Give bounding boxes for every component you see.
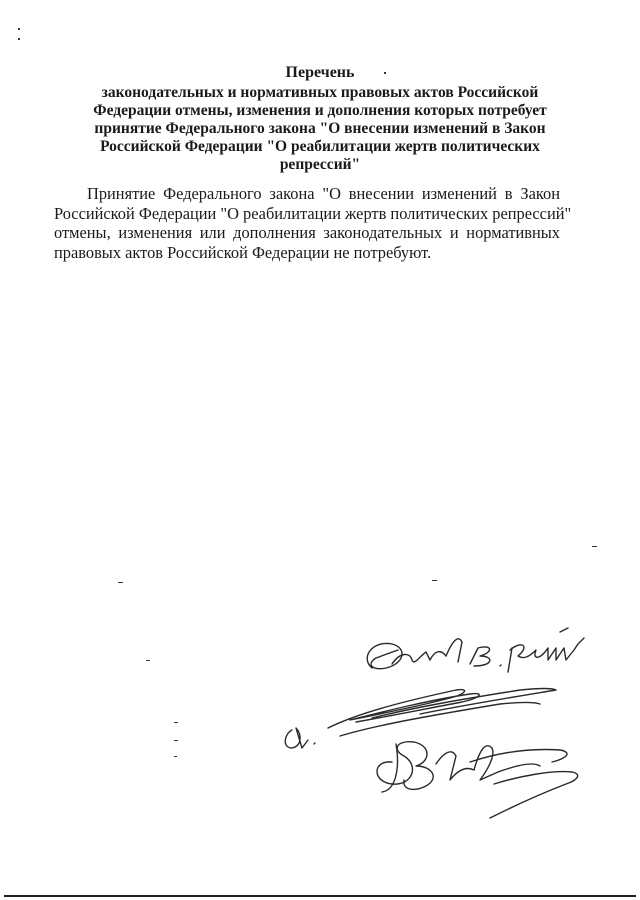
body-line: Принятие Федерального закона "О внесении изменений в Закон <box>87 184 560 203</box>
subtitle-line: репрессий" <box>279 156 361 173</box>
document-title: Перечень <box>285 64 355 81</box>
subtitle-line: Российской Федерации "О реабилитации жертв политических <box>100 138 540 155</box>
signature-2 <box>285 689 556 749</box>
subtitle-line: законодательных и нормативных правовых актов Российской <box>101 84 539 101</box>
subtitle-line: Федерации отмены, изменения и дополнения которых потребует <box>93 102 547 119</box>
body-line: отмены, изменения или дополнения законодательных и нормативных <box>54 223 560 242</box>
subtitle-line: принятие Федерального закона "О внесении изменений в Закон <box>94 120 546 137</box>
body-line: правовых актов Российской Федерации не потребуют. <box>54 242 432 262</box>
body-line: Российской Федерации "О реабилитации жертв политических репрессий" <box>54 203 572 223</box>
page-bottom-rule <box>4 895 636 897</box>
signature-3 <box>377 742 578 818</box>
signature-1 <box>367 628 584 672</box>
